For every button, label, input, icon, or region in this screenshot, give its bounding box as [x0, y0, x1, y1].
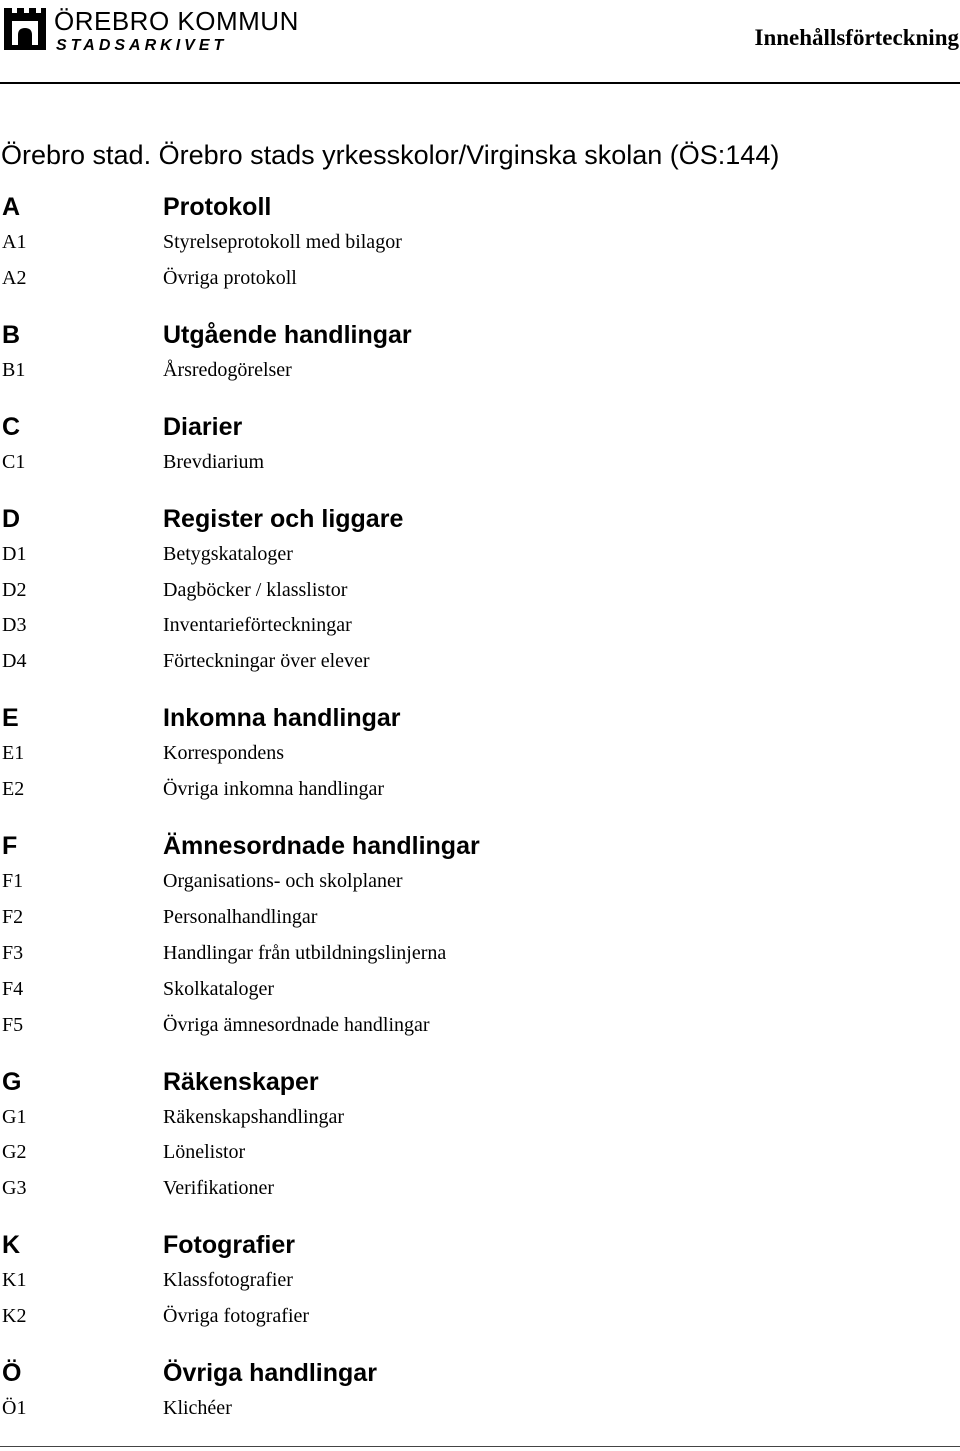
- item-label: Verifikationer: [163, 1177, 275, 1200]
- series-item: [0, 610, 960, 640]
- section-heading: [0, 191, 960, 223]
- section-code: G: [2, 1067, 22, 1096]
- series-item: [0, 1102, 960, 1132]
- item-code: D4: [2, 650, 27, 673]
- section-code: C: [2, 412, 21, 441]
- item-label: Övriga fotografier: [163, 1305, 310, 1328]
- item-label: Lönelistor: [163, 1141, 246, 1164]
- series-item: [0, 1010, 960, 1040]
- item-code: Ö1: [2, 1397, 27, 1419]
- series-item: [0, 866, 960, 896]
- section-label: Utgående handlingar: [163, 320, 412, 349]
- item-code: F3: [2, 941, 24, 964]
- item-code: G1: [2, 1105, 27, 1128]
- footer-divider: [0, 1446, 960, 1447]
- section-label: Protokoll: [163, 193, 272, 221]
- item-code: F1: [2, 870, 24, 892]
- item-label: Styrelseprotokoll med bilagor: [163, 231, 402, 253]
- section-code: A: [2, 193, 21, 221]
- section-code: K: [2, 1231, 21, 1260]
- series-item: [0, 938, 960, 968]
- item-code: C1: [2, 450, 26, 473]
- section-label: Inkomna handlingar: [163, 704, 401, 733]
- item-label: Klassfotografier: [163, 1269, 293, 1292]
- series-item: [0, 738, 960, 768]
- series-item: [0, 646, 960, 676]
- item-code: F4: [2, 977, 24, 1000]
- item-code: A2: [2, 266, 27, 289]
- section-label: Räkenskaper: [163, 1067, 319, 1096]
- item-code: G2: [2, 1141, 27, 1164]
- section-label: Övriga handlingar: [163, 1359, 377, 1387]
- item-label: Brevdiarium: [163, 450, 265, 473]
- document-type: Innehållsförteckning: [754, 25, 959, 50]
- item-label: Handlingar från utbildningslinjerna: [163, 941, 447, 964]
- series-item: [0, 263, 960, 293]
- section-code: F: [2, 832, 18, 860]
- item-label: Dagböcker / klasslistor: [163, 578, 348, 601]
- item-label: Korrespondens: [163, 742, 285, 765]
- item-code: K1: [2, 1269, 27, 1292]
- series-item: [0, 1265, 960, 1295]
- item-label: Organisations- och skolplaner: [163, 870, 403, 892]
- section-heading: [0, 411, 960, 443]
- item-code: K2: [2, 1305, 27, 1328]
- item-code: G3: [2, 1177, 27, 1200]
- item-code: A1: [2, 231, 27, 253]
- section-heading: [0, 1066, 960, 1098]
- section-label: Ämnesordnade handlingar: [163, 832, 480, 860]
- item-code: D1: [2, 542, 27, 565]
- series-item: [0, 539, 960, 569]
- item-code: D2: [2, 578, 27, 601]
- section-code: D: [2, 504, 21, 533]
- section-label: Diarier: [163, 412, 243, 441]
- series-item: [0, 1393, 960, 1423]
- item-label: Övriga protokoll: [163, 266, 297, 289]
- series-item: [0, 902, 960, 932]
- org-unit: STADSARKIVET: [56, 37, 228, 54]
- page-title: Örebro stad. Örebro stads yrkesskolor/Virginska skolan (ÖS:144): [1, 140, 780, 170]
- section-code: B: [2, 320, 21, 349]
- item-label: Övriga ämnesordnade handlingar: [163, 1013, 430, 1036]
- series-item: [0, 227, 960, 257]
- item-label: Räkenskapshandlingar: [163, 1105, 345, 1128]
- section-label: Fotografier: [163, 1231, 295, 1260]
- section-heading: [0, 830, 960, 862]
- item-code: B1: [2, 358, 26, 381]
- section-heading: [0, 503, 960, 535]
- section-label: Register och liggare: [163, 504, 404, 533]
- section-heading: [0, 702, 960, 734]
- item-label: Årsredogörelser: [163, 358, 292, 381]
- series-item: [0, 447, 960, 477]
- item-label: Övriga inkomna handlingar: [163, 778, 385, 801]
- series-item: [0, 974, 960, 1004]
- series-item: [0, 575, 960, 605]
- series-item: [0, 1137, 960, 1167]
- org-name: ÖREBRO KOMMUN: [54, 6, 299, 36]
- series-item: [0, 774, 960, 804]
- section-heading: [0, 319, 960, 351]
- item-code: E1: [2, 742, 25, 765]
- series-item: [0, 1301, 960, 1331]
- item-code: F2: [2, 905, 24, 928]
- item-label: Förteckningar över elever: [163, 650, 370, 673]
- item-code: E2: [2, 778, 25, 801]
- item-label: Personalhandlingar: [163, 905, 318, 928]
- series-item: [0, 1173, 960, 1203]
- item-code: D3: [2, 614, 27, 637]
- item-label: Klichéer: [163, 1397, 232, 1419]
- item-label: Inventarieförteckningar: [163, 614, 352, 637]
- section-heading: [0, 1357, 960, 1389]
- item-label: Skolkataloger: [163, 977, 275, 1000]
- section-code: Ö: [2, 1359, 22, 1387]
- item-label: Betygskataloger: [163, 542, 293, 565]
- section-heading: [0, 1229, 960, 1261]
- section-code: E: [2, 704, 19, 733]
- series-item: [0, 355, 960, 385]
- item-code: F5: [2, 1013, 24, 1036]
